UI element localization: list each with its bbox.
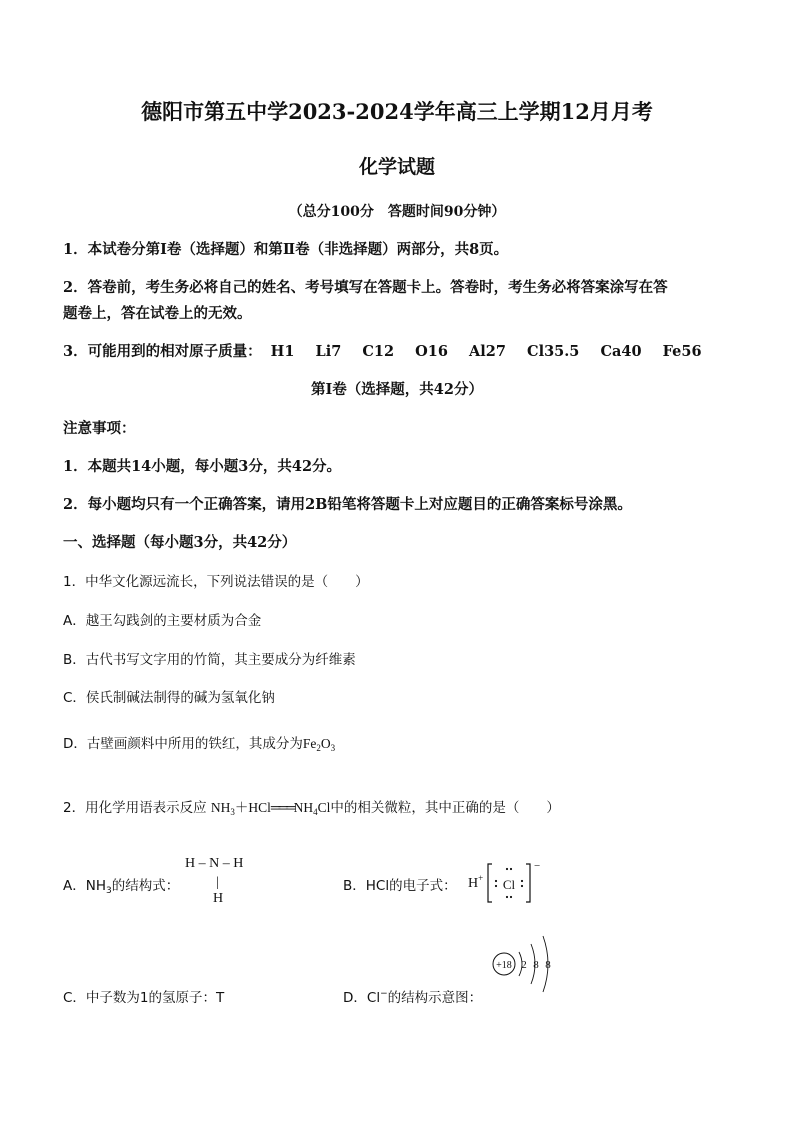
- nh3-structure-bottom: H: [213, 891, 224, 906]
- hcl-cl-symbol: Cl: [502, 877, 516, 892]
- note-2: 2．每小题均只有一个正确答案，请用2B铅笔将答题卡上对应题目的正确答案标号涂黑。: [63, 496, 632, 513]
- score-line: （总分100分 答题时间90分钟）: [288, 204, 506, 220]
- instruction-3: [63, 340, 718, 361]
- nh3-structure-bond: |: [216, 875, 219, 890]
- atomic-mass: Li7: [315, 343, 342, 360]
- notes-label: 注意事项：: [63, 420, 136, 437]
- hcl-electron-dot: [486, 860, 541, 906]
- atomic-mass: Cl35.5: [527, 343, 580, 360]
- q1-option-c: C．侯氏制碱法制得的碱为氢氧化钠: [63, 690, 275, 706]
- formula-fe2o3: $Fe_2O_3$: [302, 736, 336, 753]
- instruction-2-cont: 题卷上，答在试卷上的无效。: [63, 305, 252, 322]
- atomic-mass: H1: [270, 343, 295, 360]
- instruction-3-label: 3．可能用到的相对原子质量：: [63, 343, 262, 360]
- shell-2-electrons: 8: [533, 959, 539, 971]
- q1-option-d: [63, 732, 335, 753]
- nh3-structure-top: H – N – H: [185, 856, 244, 871]
- shell-3-electrons: 8: [545, 959, 551, 971]
- q2-option-a-label: A．$NH_3$的结构式：: [63, 878, 180, 896]
- q2-stem: 2．用化学用语表示反应 $NH_3+HCl═══NH_4Cl$中的相关微粒，其中正确的是（ ）: [63, 800, 560, 817]
- hcl-charge: −: [534, 860, 541, 872]
- instruction-2: 2．答卷前，考生务必将自己的姓名、考号填写在答题卡上。答卷时，考生务必将答案涂写在答: [63, 279, 668, 296]
- nucleus-charge: +18: [496, 960, 512, 971]
- note-1: 1．本题共14小题，每小题3分，共42分。: [63, 458, 342, 475]
- q2-option-c: C．中子数为1的氢原子：T: [63, 990, 225, 1006]
- reaction-equation: $NH_3+HCl═══NH_4Cl$: [210, 800, 331, 817]
- q1-option-b: B．古代书写文字用的竹简，其主要成分为纤维素: [63, 652, 356, 668]
- section-heading: 第Ⅰ卷（选择题，共42分）: [311, 381, 483, 398]
- atomic-mass: Fe56: [662, 343, 702, 360]
- q1-option-d-text: D．古壁画颜料中所用的铁红，其成分为: [63, 736, 303, 752]
- cl-ion-structure-diagram: [486, 930, 556, 1002]
- atomic-mass: C12: [362, 343, 395, 360]
- q2-option-d-label: D．Cl−的结构示意图：: [343, 989, 483, 1006]
- instruction-1: 1．本试卷分第Ⅰ卷（选择题）和第Ⅱ卷（非选择题）两部分，共8页。: [63, 241, 509, 258]
- hcl-h-plus: H+: [468, 873, 484, 891]
- atomic-mass: Ca40: [600, 343, 642, 360]
- part-heading: 一、选择题（每小题3分，共42分）: [63, 534, 297, 551]
- exam-subtitle: 化学试题: [358, 156, 435, 178]
- atomic-mass: O16: [415, 343, 448, 360]
- q2-option-b-label: B．HCl的电子式：: [343, 878, 457, 894]
- q1-option-a: A．越王勾践剑的主要材质为合金: [63, 613, 262, 629]
- exam-title: 德阳市第五中学2023-2024学年高三上学期12月月考: [141, 99, 653, 124]
- shell-1-electrons: 2: [521, 959, 527, 971]
- atomic-mass: Al27: [469, 343, 506, 360]
- q1-stem: 1．中华文化源远流长，下列说法错误的是（ ）: [63, 574, 369, 590]
